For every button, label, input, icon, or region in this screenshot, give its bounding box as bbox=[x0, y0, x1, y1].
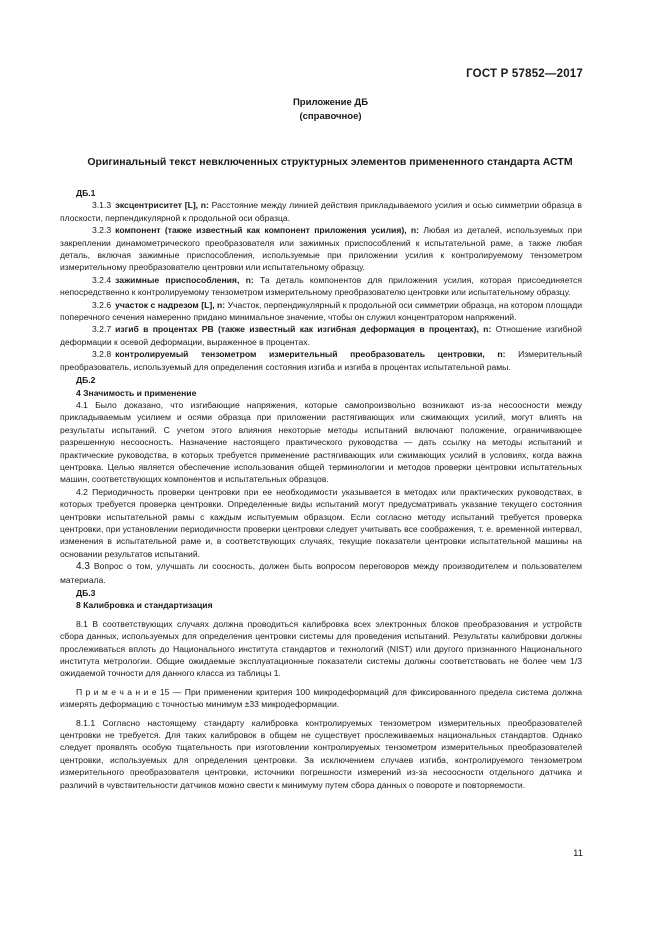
paragraph-3-2-3 bbox=[60, 224, 582, 274]
section-db2-label: ДБ.2 bbox=[76, 375, 96, 386]
clause-number: 3.2.6 bbox=[92, 299, 112, 310]
main-title: Оригинальный текст невключенных структурных элементов примененного стандарта АСТМ bbox=[87, 156, 573, 168]
paragraph-text: Вопрос о том, улучшать ли соосность, должен быть вопросом переговоров между производителем и пользователем материала. bbox=[60, 561, 582, 585]
clause-number: 3.2.3 bbox=[92, 225, 112, 236]
term: изгиб в процентах РВ (также известный как изгибная деформация в процентах), n: bbox=[115, 324, 492, 335]
definition: Измерительный преобразователь, используемый для определения состояния изгиба и изгиба в процентах испытательной рамы. bbox=[60, 349, 582, 372]
paragraph-8-1: 8.1 В соответствующих случаях должна проводиться калибровка всех электронных блоков преобразования и устройств сбора данных, используемых для определения центровки системы для проведения испытаний. Результаты калибровки должны прослеживаться вплоть до Национального института стандартов и технологий (NIST) или другого признанного Национального института метрологии. Общие ожидаемые эксплуатационные показатели системы должны соответствовать не более чем 1/3 ожидаемой точности для данного класса из таблицы 1. bbox=[60, 618, 582, 679]
appendix-heading bbox=[0, 96, 661, 124]
note-text: 15 — При применении критерия 100 микродеформаций для фиксированного предела система должна измерять деформацию с точностью минимум ±33 микродеформации. bbox=[60, 686, 582, 710]
paragraph-4-2: 4.2 Периодичность проверки центровки при ее необходимости указывается в методах или практических руководствах, в которых требуется проверка центровки. Определенные виды испытаний могут предусматривать указание текущего состояния центровки испытательной рамы с каждым испытуемым образцом. Если согласно методу испытаний требуется проверка центровки, при установлении периодичности проверки центровки следует учитывать все соображения, т. е. временной интервал, изменения в испытательной раме и, в соответствующих случаях, текущие показатели центровки испытательной машины на основании результатов испытаний. bbox=[60, 486, 582, 559]
term: участок с надрезом [L], n: bbox=[115, 299, 226, 310]
note-label: П р и м е ч а н и е bbox=[76, 686, 157, 697]
paragraph-3-2-6 bbox=[60, 299, 582, 324]
paragraph-8-1-1: 8.1.1 Согласно настоящему стандарту калибровка контролируемых тензометром измерительных преобразователей центровки не требуется. Для таких калибровок в общем не существует прослеживаемых национальных стандартов. Однако следует проявлять особую тщательность при изготовлении контролируемых тензометром измерительных преобразователей центровки, используемых для определения центровки. За исключением случаев изгиба, контролируемого тензометром измерительного преобразователя центровки, источники погрешности измерений из-за несоосности отдельного датчика и различий в чувствительности датчиков можно свести к минимуму путем сбора данных о повороте и повторяемости. bbox=[60, 717, 582, 790]
paragraph-4-1: 4.1 Было доказано, что изгибающие напряжения, которые самопроизвольно возникают из-за несоосности между прикладываемым усилием и осями образца при приложении растягивающих или сжимающих усилий, могут влиять на результаты испытаний. С учетом этого влияния некоторые методы испытаний включают положение, ограничивающее разрешенную несоосность. Назначение настоящего практического руководства — дать ссылку на методы испытаний и практические руководства, в которых требуется применение растягивающих или сжимающих усилий в условиях, когда важна центровка. Целью является обеспечение использования общей терминологии и методов проверки центровки испытательных машин, соответствующих компонентов и испытательных образцов. bbox=[60, 399, 582, 485]
section-db1-label: ДБ.1 bbox=[76, 188, 96, 198]
paragraph-3-1-3 bbox=[60, 199, 582, 224]
definition: Расстояние между линией действия прикладываемого усилия и осью симметрии образца в плоскости, перпендикулярной к продольной оси образца. bbox=[60, 200, 582, 223]
definition: Та деталь компонентов для приложения усилия, которая присоединяется непосредственно к контролируемому тензометром измерительному преобразователю центровки или испытательному образцу. bbox=[60, 274, 582, 298]
term: компонент (также известный как компонент приложения усилия), n: bbox=[115, 225, 420, 236]
section-db3-label: ДБ.3 bbox=[76, 588, 96, 598]
term: эксцентриситет [L], n: bbox=[115, 200, 209, 211]
definition: Отношение изгибной деформации к осевой деформации, выраженное в процентах. bbox=[60, 324, 582, 347]
note-15 bbox=[60, 686, 582, 711]
section-heading-4: 4 Значимость и применение bbox=[76, 387, 197, 398]
clause-number: 3.2.8 bbox=[92, 349, 112, 360]
definition: Любая из деталей, используемых при закреплении динамометрического преобразователя или зажимных приспособлений к испытательной раме, а также любая деталь, включая зажимные приспособления, используемые при приложении усилия к контролируемому тензометром измерительному преобразователю центровки или испытательному образцу. bbox=[60, 225, 582, 273]
clause-number: 3.1.3 bbox=[92, 200, 112, 211]
clause-number: 3.2.7 bbox=[92, 324, 112, 335]
page-number: 11 bbox=[573, 848, 583, 859]
standard-designation: ГОСТ Р 57852—2017 bbox=[466, 68, 583, 80]
section-heading-8: 8 Калибровка и стандартизация bbox=[76, 600, 213, 611]
appendix-title: Приложение ДБ bbox=[292, 97, 369, 108]
definition: Участок, перпендикулярный к продольной оси симметрии образца, на котором площади поперечного сечения намеренно придано минимальное значение, чтобы он служил концентратором напряжений. bbox=[60, 299, 583, 323]
paragraph-3-2-7 bbox=[60, 323, 582, 348]
term: зажимные приспособления, n: bbox=[115, 274, 254, 285]
clause-number: 3.2.4 bbox=[92, 274, 112, 285]
term: контролируемый тензометром измерительный преобразователь центровки, n: bbox=[115, 349, 506, 360]
paragraph-4-3 bbox=[60, 560, 582, 586]
clause-number: 4.3 bbox=[76, 561, 90, 573]
paragraph-3-2-8 bbox=[60, 348, 582, 373]
appendix-subtitle: (справочное) bbox=[299, 111, 362, 122]
body-text bbox=[60, 186, 582, 791]
paragraph-3-2-4 bbox=[60, 274, 582, 299]
